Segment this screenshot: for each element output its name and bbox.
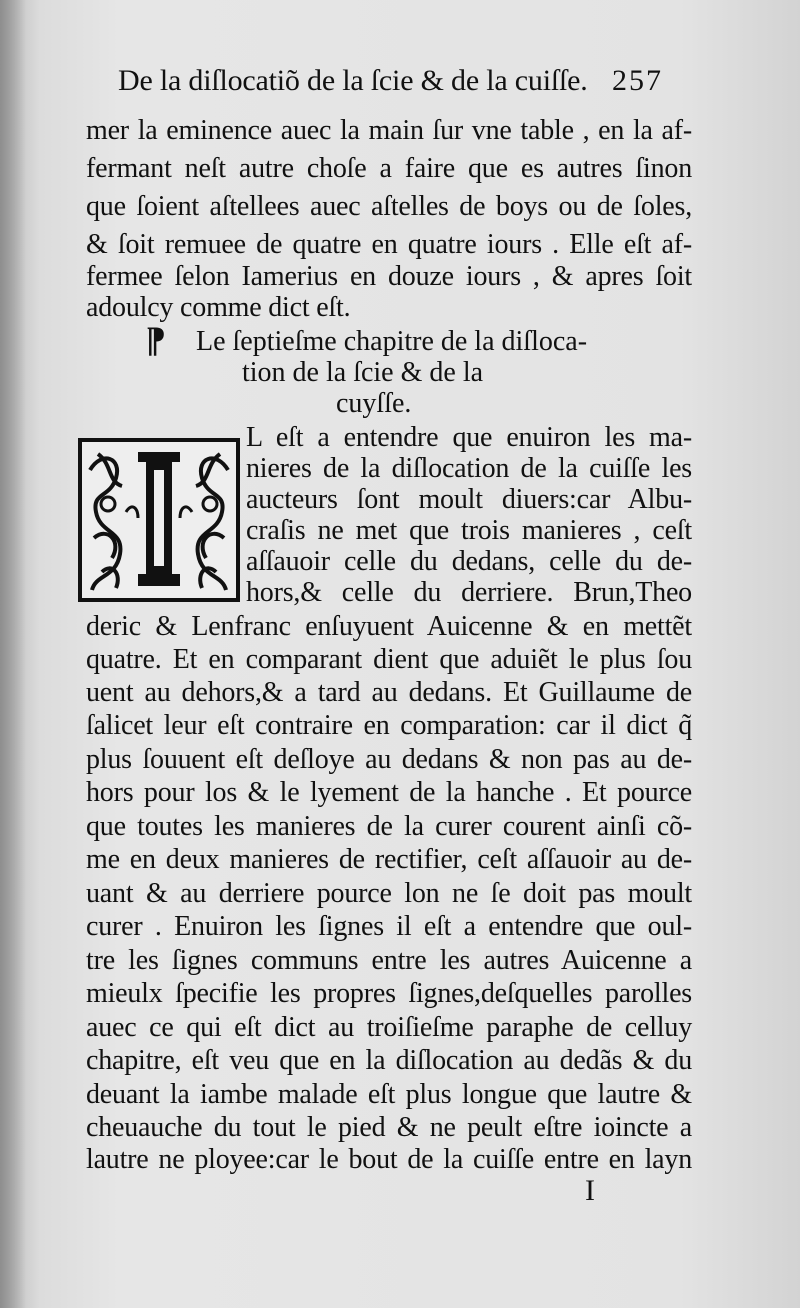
initial-text-line: hors,& celle du derriere. Brun,Theo xyxy=(246,577,692,608)
body-line: fermee ſelon Iamerius en douze iours , & apres ſoit xyxy=(86,261,692,292)
body-line: plus ſouuent eſt deſloye au dedans & non pas au de- xyxy=(86,744,692,775)
body-line: curer . Enuiron les ſignes il eſt a entendre que oul- xyxy=(86,911,692,942)
body-line: mer la eminence auec la main ſur vne table , en la af- xyxy=(86,115,692,146)
body-line: me en deux manieres de rectifier, ceſt aſſauoir au de- xyxy=(86,844,692,875)
initial-text-line: nieres de la diſlocation de la cuiſſe les xyxy=(246,453,692,484)
initial-text-line: aſſauoir celle du dedans, celle du de- xyxy=(246,546,692,577)
body-line: chapitre, eſt veu que en la diſlocation au dedãs & du xyxy=(86,1045,692,1076)
body-line: ſalicet leur eſt contraire en comparation: car il dict q̃ xyxy=(86,710,692,741)
body-line: que ſoient aſtellees auec aſtelles de boys ou de ſoles, xyxy=(86,191,692,222)
body-line: fermant neſt autre choſe a faire que es autres ſinon xyxy=(86,153,692,184)
catchword: I xyxy=(585,1174,595,1207)
initial-text-line: craſis ne met que trois manieres , ceſt xyxy=(246,515,692,546)
body-line: lautre ne ployee:car le bout de la cuiſſe entre en layn xyxy=(86,1144,692,1175)
body-line: & ſoit remuee de quatre en quatre iours . Elle eſt af- xyxy=(86,229,692,260)
chapter-heading-line-3: cuyſſe. xyxy=(336,388,412,419)
body-line: uant & au derriere pource lon ne ſe doit pas moult xyxy=(86,878,692,909)
body-line: adoulcy comme dict eſt. xyxy=(86,292,351,323)
body-line: mieulx ſpecifie les propres ſignes,deſquelles parolles xyxy=(86,978,692,1009)
page-number: 257 xyxy=(612,64,663,97)
initial-text-line: aucteurs ſont moult diuers:car Albu- xyxy=(246,484,692,515)
body-line: tre les ſignes communs entre les autres Auicenne a xyxy=(86,945,692,976)
body-line: quatre. Et en comparant dient que aduiẽt le plus ſou xyxy=(86,644,692,675)
chapter-heading-line-1: Le ſeptieſme chapitre de la diſloca- xyxy=(196,326,588,357)
decorated-initial-icon xyxy=(78,438,240,602)
body-line: deuant la iambe malade eſt plus longue que lautre & xyxy=(86,1079,692,1110)
body-line: hors pour los & le lyement de la hanche . Et pource xyxy=(86,777,692,808)
body-line: uent au dehors,& a tard au dedans. Et Guillaume de xyxy=(86,677,692,708)
initial-text-line: L eſt a entendre que enuiron les ma- xyxy=(246,422,692,453)
body-line: que toutes les manieres de la curer courent ainſi cõ- xyxy=(86,811,692,842)
paragraph-mark-icon: ¶ xyxy=(146,319,166,359)
running-head-title: De la diſlocatiõ de la ſcie & de la cuiſſe. xyxy=(118,64,588,97)
body-line: auec ce qui eſt dict au troiſieſme paraphe de celluy xyxy=(86,1012,692,1043)
chapter-heading-line-2: tion de la ſcie & de la xyxy=(242,357,484,388)
running-head xyxy=(118,64,663,108)
woodcut-initial-art xyxy=(82,442,236,598)
body-line: cheuauche du tout le pied & ne peult eſtre ioincte a xyxy=(86,1112,692,1143)
body-line: deric & Lenfranc enſuyuent Auicenne & en mettẽt xyxy=(86,611,692,642)
